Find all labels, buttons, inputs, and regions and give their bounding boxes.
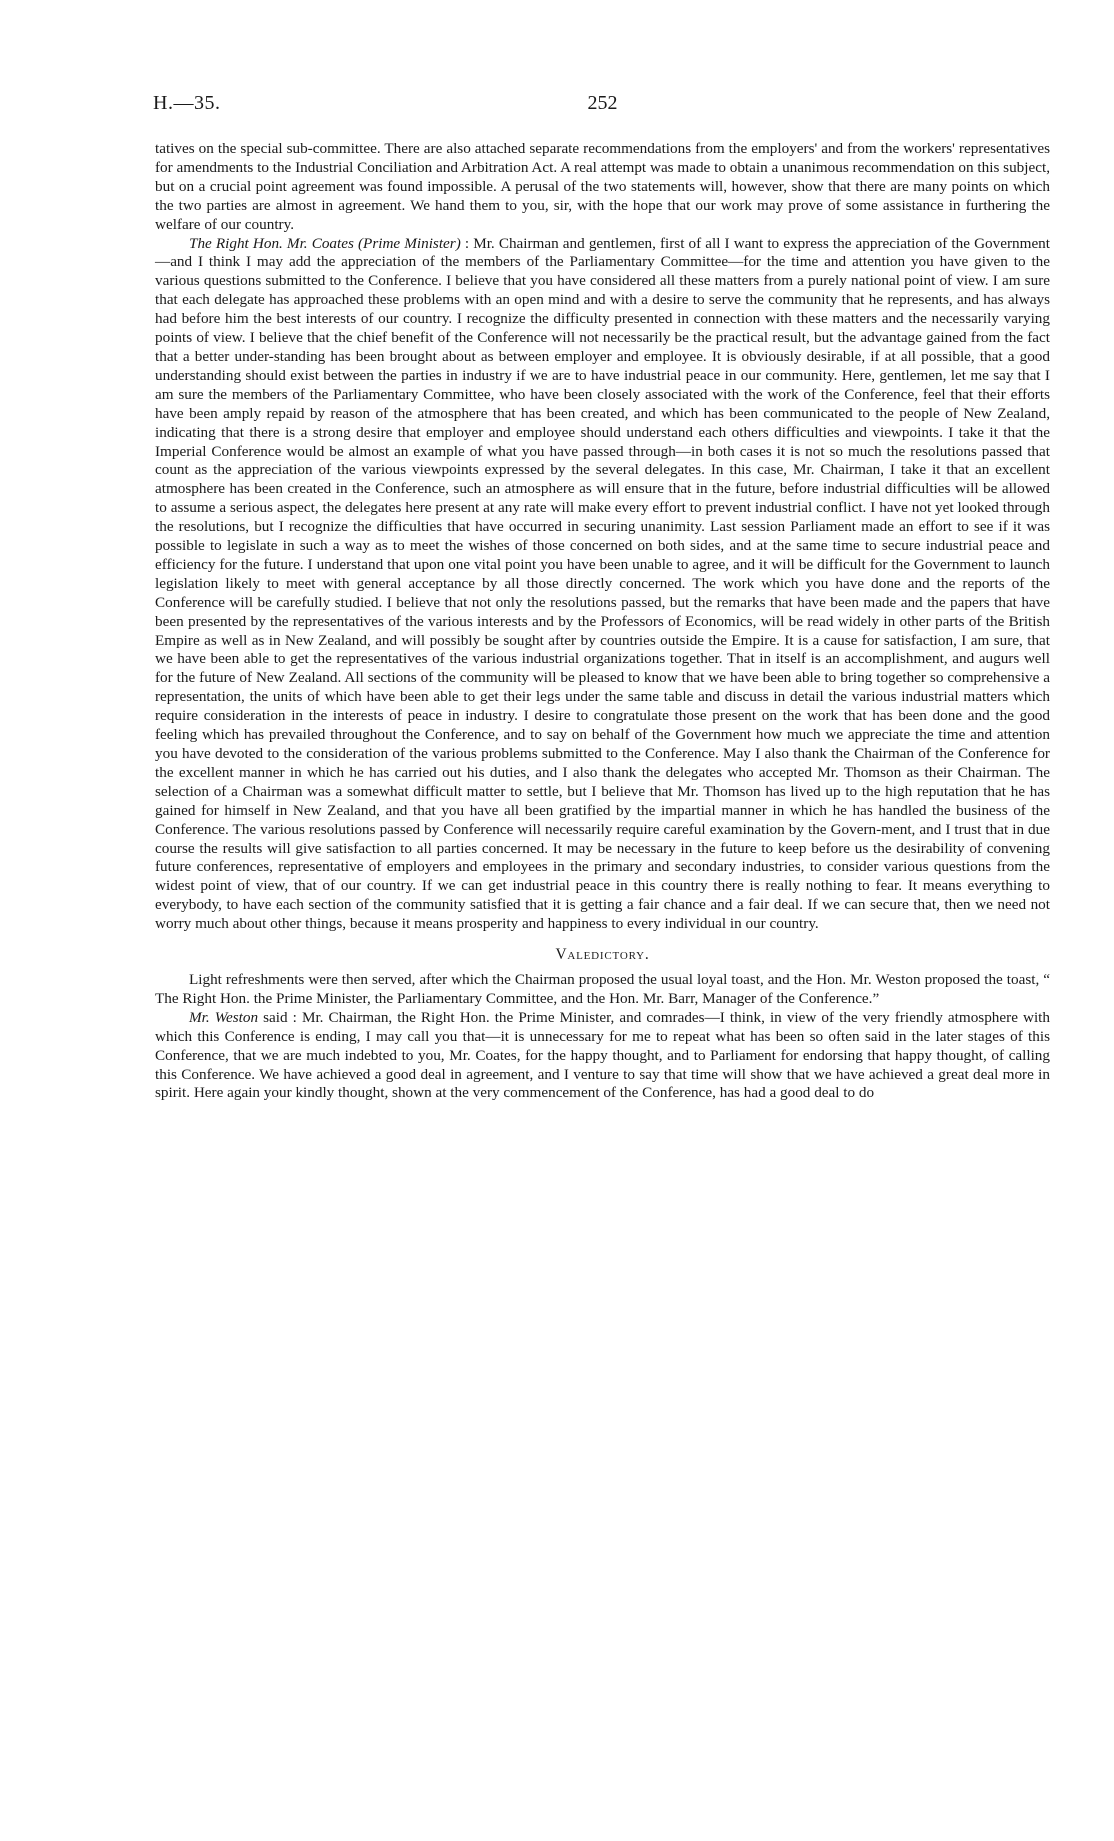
speaker-separator: said : xyxy=(258,1008,302,1026)
page-header xyxy=(155,92,1050,126)
paragraph-refreshments xyxy=(155,971,1050,1009)
document-page xyxy=(155,92,1050,1792)
paragraph-text: Mr. Chairman and gentlemen, first of all I want to express the appreciation of the Government—and I think I may add the appreciation of the members of the Parliamentary Committee—for the time and attention you have given to the various questions submitted to the Conference. I believe that you have considered all these matters from a purely national point of view. I am sure that each delegate has approached these problems with an open mind and with a desire to serve the community that he represents, and has always had before him the best interests of our country. I recognize the difficulty presented in connection with these matters and the necessarily varying points of view. I believe that the chief benefit of the Conference will not necessarily be the practical result, but the advantage gained from the fact that a better under-standing has been brought about as between employer and employee. It is obviously desirable, if at all possible, that a good understanding should exist between the parties in industry if we are to have industrial peace in our community. Here, gentlemen, let me say that I am sure the members of the Parliamentary Committee, who have been closely associated with the work of the Conference, feel that their efforts have been amply repaid by reason of the atmosphere that has been created, and which has been communicated to the people of New Zealand, indicating that there is a strong desire that employer and employee should understand each others difficulties and viewpoints. I take it that the Imperial Conference would be almost an example of what you have passed through—in both cases it is not so much the resolutions passed that count as the appreciation of the various viewpoints expressed by the several delegates. In this case, Mr. Chairman, I take it that an excellent atmosphere has been created in the Conference, such an atmosphere as will ensure that in the future, before industrial difficulties will be allowed to assume a serious aspect, the delegates here present at any rate will make every effort to prevent industrial conflict. I have not yet looked through the resolutions, but I recognize the difficulties that have occurred in securing unanimity. Last session Parliament made an effort to see if it was possible to legislate in such a way as to meet the wishes of those concerned on both sides, and at the same time to secure industrial peace and efficiency for the future. I understand that upon one vital point you have been unable to agree, and it will be difficult for the Government to launch legislation likely to meet with general acceptance by all those directly concerned. The work which you have done and the reports of the Conference will be carefully studied. I believe that not only the resolutions passed, but the remarks that have been made and the papers that have been presented by the representatives of the various interests and by the Professors of Economics, will be read widely in other parts of the British Empire as well as in New Zealand, and will possibly be sought after by countries outside the Empire. It is a cause for satisfaction, I am sure, that we have been able to get the representatives of the various industrial organizations together. That in itself is an accomplishment, and augurs well for the future of New Zealand. All sections of the community will be pleased to know that we have been able to bring together so comprehensive a representation, the units of which have been able to get their legs under the same table and discuss in detail the various industrial matters which require consideration in the interests of peace in industry. I desire to congratulate those present on the work that has been done and the good feeling which has prevailed throughout the Conference, and to say on behalf of the Government how much we appreciate the time and attention you have devoted to the consideration of the various problems submitted to the Conference. May I also thank the Chairman of the Conference for the excellent manner in which he has carried out his duties, and I also thank the delegates who accepted Mr. Thomson as their Chairman. The selection of a Chairman was a somewhat difficult matter to settle, but I believe that Mr. Thomson has lived up to the high reputation that he has gained for himself in New Zealand, and that you have all been gratified by the impartial manner in which he has handled the business of the Conference. The various resolutions passed by Conference will necessarily require careful examination by the Govern-ment, and I trust that in due course the results will give satisfaction to all parties concerned. It may be necessary in the future to keep before us the desirability of convening future conferences, representative of employers and employees in the primary and secondary industries, to consider various questions from the widest point of view, that of our country. If we can get industrial peace in this country there is really nothing to fear. It means everything to everybody, to have each section of the community satisfied that it is getting a fair chance and a fair deal. If we can secure that, then we need not worry much about other things, because it means prosperity and happiness to every individual in our country. xyxy=(155,234,1050,933)
page-number: 252 xyxy=(587,92,618,114)
paragraph-weston-speech xyxy=(155,1009,1050,1104)
speaker-separator: : xyxy=(460,234,474,252)
speaker-name: Mr. Weston xyxy=(189,1008,259,1026)
paragraph-continuation xyxy=(155,140,1050,235)
section-heading-valedictory: Valedictory. xyxy=(555,946,650,964)
paragraph-text: Mr. Chairman, the Right Hon. the Prime Minister, and comrades—I think, in view of the very friendly atmosphere with which this Conference is ending, I may call you that—it is unnecessary for me to repeat what has been so often said in the later stages of this Conference, that we are much indebted to you, Mr. Coates, for the happy thought, and to Parliament for endorsing that happy thought, of calling this Conference. We have achieved a good deal in agreement, and I venture to say that time will show that we have achieved a great deal more in spirit. Here again your kindly thought, shown at the very commencement of the Conference, has had a good deal to do xyxy=(155,1008,1050,1102)
speaker-name: The Right Hon. Mr. Coates (Prime Minister) xyxy=(189,234,461,252)
paragraph-text: Light refreshments were then served, after which the Chairman proposed the usual loyal toast, and the Hon. Mr. Weston proposed the toast, “ The Right Hon. the Prime Minister, the Parliamentary Committee, and the Hon. Mr. Barr, Manager of the Conference.” xyxy=(155,970,1050,1007)
document-reference: H.—35. xyxy=(153,92,221,114)
paragraph-text: tatives on the special sub-committee. There are also attached separate recommendations from the employers' and from the workers' representatives for amendments to the Industrial Conciliation and Arbitration Act. A real attempt was made to obtain a unanimous recommendation on this subject, but on a crucial point agreement was found impossible. A perusal of the two statements will, however, show that there are many points on which the two parties are almost in agreement. We hand them to you, sir, with the hope that our work may prove of some assistance in furthering the welfare of our country. xyxy=(155,140,1050,233)
paragraph-prime-minister-speech xyxy=(155,235,1050,935)
body-text xyxy=(155,140,1050,1103)
